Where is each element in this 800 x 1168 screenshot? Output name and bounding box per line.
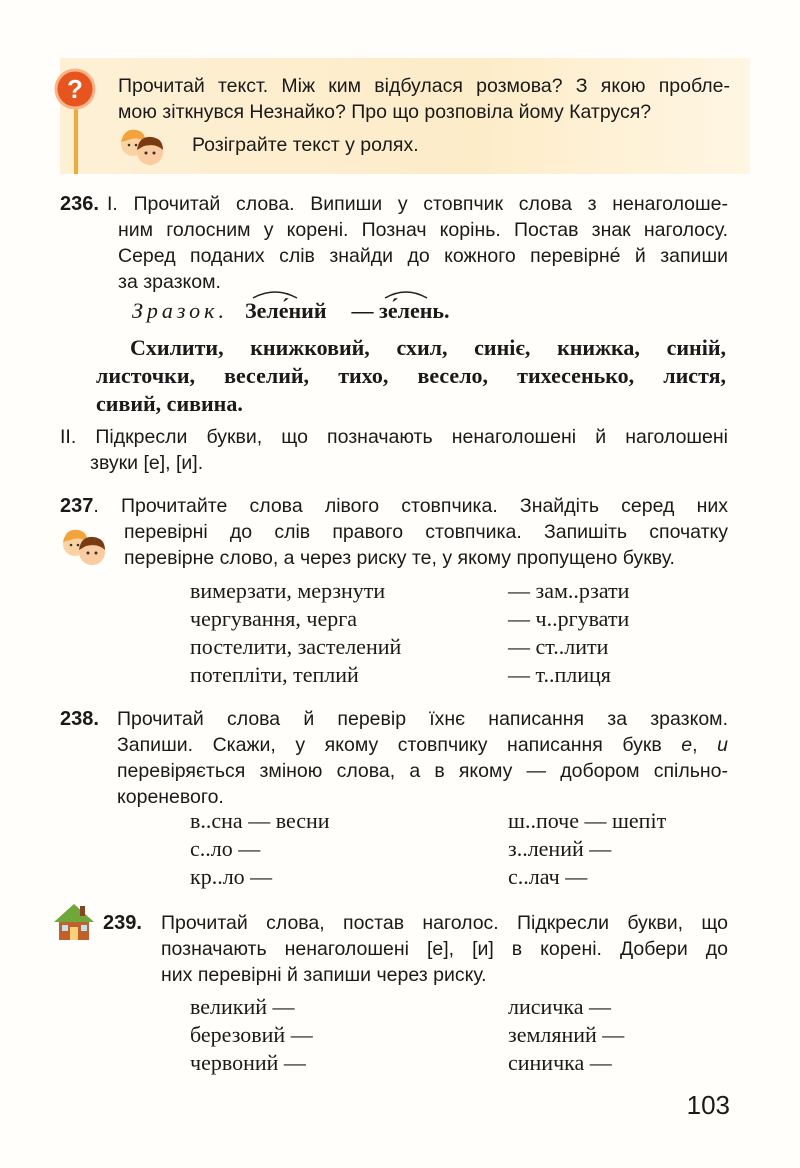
ex238-line-4: кореневого. [117, 786, 224, 808]
ex236-line-2: ним голосним у корені. Познач корінь. Постав знак наголосу. [118, 219, 728, 241]
question-icon [54, 68, 96, 110]
sample-dash: — [351, 298, 374, 323]
ex236-line-3: Серед поданих слів знайди до кожного перевірне́ й запиши [118, 245, 728, 267]
ex237-row: постелити, застелений [190, 634, 402, 659]
ex238-row-right: с..лач — [508, 864, 588, 889]
ex238-row-left: в..сна — весни [190, 808, 330, 833]
ex238-row-left: с..ло — [190, 836, 261, 861]
svg-text:?: ? [67, 74, 83, 104]
ex237-row-right: — т..плиця [508, 662, 611, 687]
ex236-line-4: за зразком. [118, 271, 221, 293]
sample-word-1: Зеле́ний [245, 298, 332, 323]
kids-pair-icon [116, 124, 168, 168]
ex237-row-right: — ч..ргувати [508, 606, 630, 631]
ex237-line-1: . Прочитайте слова лівого стовпчика. Знайдіть серед них [93, 495, 728, 517]
ex238-line-1: Прочитай слова й перевір їхнє написання за зразком. [117, 708, 728, 730]
ex238-line-2: Запиши. Скажи, у якому стовпчику написання букв е, и [117, 734, 728, 756]
ex239-line-1: Прочитай слова, постав наголос. Підкресли букви, що [161, 912, 728, 934]
ex236-words-line-3: сивий, сивина. [96, 391, 243, 416]
intro-line-1: Прочитай текст. Між ким відбулася розмова? З якою пробле- [118, 75, 730, 97]
page-number: 103 [686, 1090, 730, 1120]
ex237-line-2: перевірні до слів правого стовпчика. Запишіть спочатку [124, 521, 728, 543]
sample-word-2: зе́лень. [379, 298, 450, 323]
ex237-row-right: — зам..рзати [508, 578, 630, 603]
exercise-237-number: 237 [60, 495, 94, 517]
exercise-239-number: 239. [103, 912, 142, 934]
intro-line-3: Розіграйте текст у ролях. [192, 134, 419, 156]
house-icon [52, 900, 96, 944]
intro-line-2: мою зіткнувся Незнайко? Про що розповіла йому Катруся? [118, 101, 652, 123]
exercise-238-number: 238. [60, 708, 99, 730]
kids-pair-icon [58, 524, 110, 568]
ex239-line-3: них перевірні й запиши через риску. [161, 964, 487, 986]
ex237-row: чергування, черга [190, 606, 357, 631]
sample-label: Зразок. [132, 298, 228, 323]
ex236-part2-line-2: звуки [е], [и]. [90, 452, 204, 474]
ex236-line-1: І. Прочитай слова. Випиши у стовпчик слова з ненаголоше- [107, 193, 728, 215]
sample-row [132, 297, 450, 325]
ex239-row-right: земляний — [508, 1022, 625, 1047]
ex237-row-right: — ст..лити [508, 634, 609, 659]
ex239-row-right: лисичка — [508, 994, 611, 1019]
ex237-row: вимерзати, мерзнути [190, 578, 386, 603]
ex239-row-left: великий — [190, 994, 295, 1019]
ex236-words-line-2: листочки, веселий, тихо, весело, тихесенько, листя, [96, 363, 726, 388]
ex238-line-3: перевіряється зміною слова, а в якому — добором спільно- [117, 760, 728, 782]
ex238-row-right: ш..поче — шепіт [508, 808, 667, 833]
ex239-row-left: червоний — [190, 1050, 306, 1075]
ex237-row: потепліти, теплий [190, 662, 359, 687]
exercise-236-number: 236. [60, 193, 99, 215]
ex239-line-2: позначають ненаголошені [е], [и] в корені. Добери до [161, 938, 728, 960]
ex239-row-right: синичка — [508, 1050, 612, 1075]
ex238-row-left: кр..ло — [190, 864, 273, 889]
ex236-part2-line-1: ІІ. Підкресли букви, що позначають ненаголошені й наголошені [60, 426, 728, 448]
ex237-line-3: перевірне слово, а через риску те, у якому пропущено букву. [124, 547, 675, 569]
ex239-row-left: березовий — [190, 1022, 313, 1047]
ex238-row-right: з..лений — [508, 836, 612, 861]
ex236-words-line-1: Схилити, книжковий, схил, синіє, книжка, синій, [130, 335, 726, 360]
